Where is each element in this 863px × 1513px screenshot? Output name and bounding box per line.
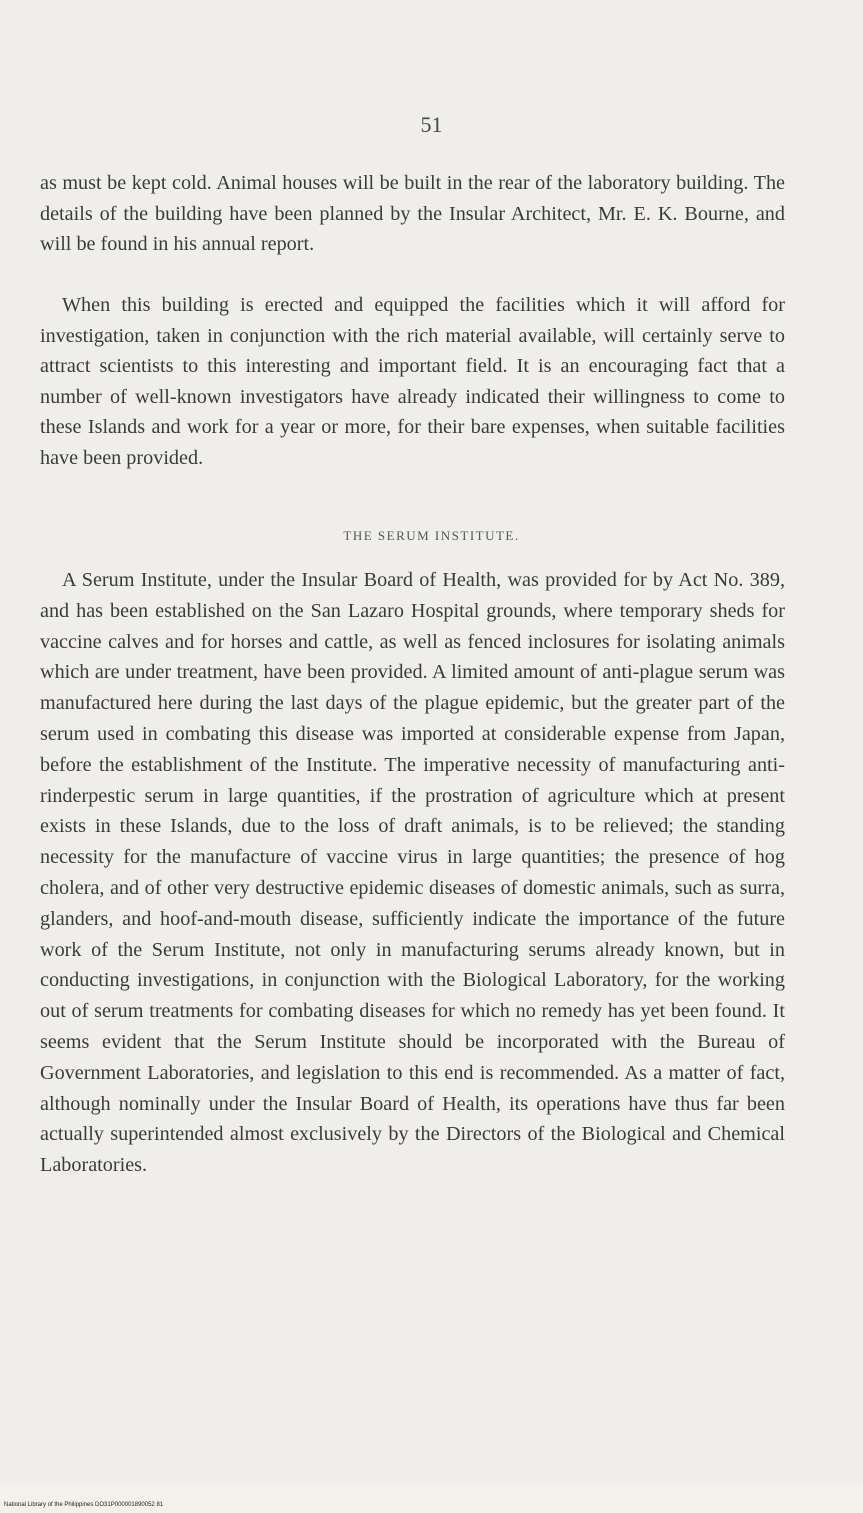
archive-footer: National Library of the Philippines DO31P000001890052 81 (4, 1502, 164, 1508)
paragraph-serum-institute: A Serum Institute, under the Insular Board of Health, was provided for by Act No. 389, and has been established on the San Lazaro Hospital grounds, where temporary sheds for vaccine calves and for horses and cattle, as well as fenced inclosures for isolating animals which are under treatment, have been provided. A limited amount of anti-plague serum was manufactured here during the last days of the plague epidemic, but the greater part of the serum used in combating this disease was imported at considerable expense from Japan, before the establishment of the Institute. The imperative necessity of manufacturing anti-rinderpestic serum in large quantities, if the prostration of agriculture which at present exists in these Islands, due to the loss of draft animals, is to be relieved; the standing necessity for the manufacture of vaccine virus in large quantities; the presence of hog cholera, and of other very destructive epidemic diseases of domestic animals, such as surra, glanders, and hoof-and-mouth disease, sufficiently indicate the importance of the future work of the Serum Institute, not only in manufacturing serums already known, but in conducting investigations, in conjunction with the Biological Laboratory, for the working out of serum treatments for combating diseases for which no remedy has yet been found. It seems evident that the Serum Institute should be incorporated with the Bureau of Government Laboratories, and legislation to this end is recommended. As a matter of fact, although nominally under the Insular Board of Health, its operations have thus far been actually superintended almost exclusively by the Directors of the Biological and Chemical Laboratories. (40, 569, 785, 1177)
paragraph-facilities (40, 290, 785, 474)
paragraph-continuation (40, 168, 785, 260)
serum-institute-section (40, 565, 785, 1181)
page-number: 51 (420, 112, 443, 137)
paragraph-2: When this building is erected and equipped the facilities which it will afford for investigation, taken in conjunction with the rich material available, will certainly serve to attract scientists to this interesting and important field. It is an encouraging fact that a number of well-known investigators have already indicated their willingness to come to these Islands and work for a year or more, for their bare expenses, when suitable facilities have been provided. (40, 294, 785, 469)
section-heading: THE SERUM INSTITUTE. (343, 528, 520, 543)
paragraph-1: as must be kept cold. Animal houses will be built in the rear of the laboratory building. The details of the building have been planned by the Insular Architect, Mr. E. K. Bourne, and will be found in his annual report. (40, 172, 785, 256)
